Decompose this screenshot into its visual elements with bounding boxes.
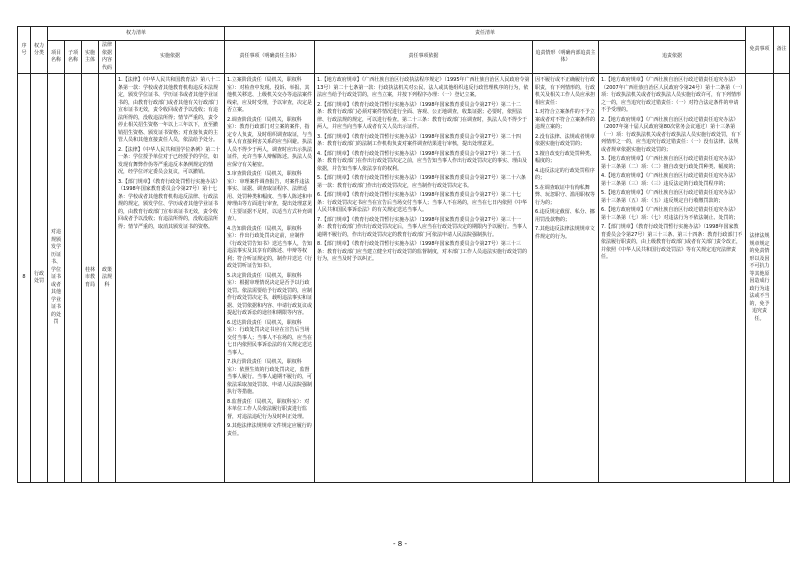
- header-remarks: 备注: [774, 27, 790, 74]
- accountability-basis-paragraph: 7.【部门规章】《教育行政处罚暂行实施办法》（1998年国家教育委员会令第27号）第三十三条、第三十四条：教育行政部门不依法履行职责的，由上级教育行政部门或者有关部门责令改正，并依照《中华人民共和国行政处罚法》等有关规定追究法律责任。: [601, 224, 743, 260]
- cell-remarks: [774, 74, 790, 483]
- accountability-paragraph: 4.违反法定的行政处罚程序的；: [535, 167, 595, 181]
- resp-item-paragraph: 5.决定阶段责任（局机关，职权科室）：根据审理情况决定是否予以行政处罚。依法需要给予行政处罚的，应制作行政处罚决定书，载明违法事实和证据、处罚依据和内容、申请行政复议或提起行政诉讼的途径和期限等内容。: [227, 272, 313, 316]
- accountability-paragraph: 因不履行或不正确履行行政职责，有下列情形的，行政机关及相关工作人员应承担相应责任：: [535, 77, 596, 106]
- accountability-basis-paragraph: 1.【地方政府规章】《广西壮族自治区行政过错责任追究办法》（2007年广西壮族自治区人民政府令第24号）第十二条第（一）项：行政执法机关或者行政执法人员实施行政许可，有下列情形之一的，应当追究行政过错责任：（一）对符合法定条件的申请不予受理的。: [601, 77, 743, 113]
- header-power-list: 权力清单: [48, 27, 225, 41]
- header-accountability-basis: 追责依据: [599, 41, 746, 74]
- resp-basis-paragraph: 5.【部门规章】《教育行政处罚暂行实施办法》（1998年国家教育委员会令第27号）第二十六条第一款：教育行政部门作出行政处罚决定，应当制作行政处罚决定书。: [317, 175, 526, 189]
- implementation-basis-paragraph: 2.【法律】《中华人民共和国学位条例》第二十一条：学位授予单位对于已经授予的学位，如发现有舞弊作伪等严重违反本条例规定的情况，经学位评定委员会复议，可以撤销。: [118, 146, 221, 175]
- resp-item-paragraph: 8.监督责任（局机关，职权科室）：对本单位工作人员依法履行职责进行监督，对违法违纪行为及时纠正处理。: [227, 398, 310, 420]
- cell-exemption: 法律法规规章规定的免责情形以及因不可抗力等其他原因造成行政行为违法或不当的，免予追究责任。: [746, 74, 774, 483]
- header-resp-basis: 责任事项依据: [315, 41, 533, 74]
- header-seq: 序号: [18, 27, 31, 74]
- cell-resp-basis: [315, 74, 533, 483]
- cell-category: 行政处罚: [31, 74, 48, 483]
- cell-accountability-basis: [599, 74, 746, 483]
- cell-implementation-basis: [116, 74, 225, 483]
- implementation-basis-paragraph: 3.【部门规章】《教育行政处罚暂行实施办法》（1998年国家教育委员会令第27号）第十七条：学校或者其他教育机构违反法律、行政法规的规定，颁发学位、学历或者其他学业证书的，由教育行政部门宣布该证书无效，责令收回或者予以没收；有违法所得的，没收违法所得；情节严重的，取消其颁发证书的资格。: [118, 178, 221, 230]
- header-accountability: 追责情形（明确内部追责主体）: [533, 41, 599, 74]
- header-category: 权力分类: [31, 27, 48, 74]
- header-sub-item: 子项名称: [65, 41, 82, 74]
- resp-basis-paragraph: 2.【部门规章】《教育行政处罚暂行实施办法》（1998年国家教育委员会令第27号）第二十二条：教育行政部门必须对案件情况进行全面、客观、公正地调查，收集证据；必要时，依照法律、行政法规的规定，可以进行检查。第二十三条：教育行政部门在调查时，执法人员不得少于两人，并应当向当事人或者有关人员出示证件。: [317, 101, 528, 130]
- cell-seq: 8: [18, 74, 31, 483]
- resp-basis-paragraph: 6.【部门规章】《教育行政处罚暂行实施办法》（1998年国家教育委员会令第27号）第二十七条：行政处罚决定书应当在宣告后当场交付当事人；当事人不在场的，应当在七日内依照《中华人民共和国民事诉讼法》的有关规定送达当事人。: [317, 192, 528, 213]
- accountability-paragraph: 6.违反规定截留、私分、挪用罚没款物的；: [535, 209, 595, 223]
- resp-basis-paragraph: 7.【部门规章】《教育行政处罚暂行实施办法》（1998年国家教育委员会令第27号）第三十一条：教育行政部门作出行政处罚决定后，当事人应当在行政处罚决定的期限内予以履行。当事人逾期不履行的，作出行政处罚决定的教育行政部门可依法申请人民法院强制执行。: [317, 216, 528, 238]
- implementation-basis-paragraph: 1.【法律】《中华人民共和国教育法》第八十二条第一款：学校或者其他教育机构违反本法规定，颁发学位证书、学历证书或者其他学业证书的，由教育行政部门或者其他有关行政部门宣布证书无效，责令收回或者予以没收；有违法所得的，没收违法所得；情节严重的，责令停止相关招生资格一年以上三年以下，直至撤销招生资格、颁发证书资格；对直接负责的主管人员和其他直接责任人员，依法给予处分。: [118, 77, 221, 143]
- accountability-paragraph: 2.没有法律、法规或者规章依据实施行政处罚的；: [535, 133, 595, 147]
- resp-basis-paragraph: 1.【地方政府规章】《广西壮族自治区行政执法程序规定》（1995年广西壮族自治区人民政府令第13号）第二十七条第一款：行政执法机关对公民、法人或其他组织违反行政管理秩序的行为，依法应当给予行政处罚的，应当立案，并按下列程序办理：（一）登记立案。: [317, 77, 530, 98]
- accountability-basis-paragraph: 5.【地方政府规章】《广西壮族自治区行政过错责任追究办法》第十三条第（五）项：（五）违反规定自行收缴罚款的；: [601, 190, 739, 204]
- header-responsibility-list: 责任清单: [225, 27, 746, 41]
- resp-item-paragraph: 9.其他法律法规规章文件规定应履行的责任。: [227, 423, 312, 437]
- header-exemption: 免责事项: [746, 27, 774, 74]
- cell-subject: 桂林市教育局: [82, 74, 99, 483]
- header-resp-items: 责任事项（明确责任主体）: [225, 41, 315, 74]
- column-header-row: [18, 41, 790, 74]
- resp-item-paragraph: 6.送达阶段责任（局机关，职权科室）：行政处罚决定书应在宣告后当场交付当事人；当事人不在场的，应当在七日内依照民事诉讼法的有关规定送达当事人。: [227, 319, 313, 356]
- resp-item-paragraph: 2.调查阶段责任（局机关，职权科室）：教育行政部门对立案的案件，指定专人负责，及时组织调查取证，与当事人有直接利害关系的应当回避。执法人员不得少于两人，调查时应出示执法证件，允许当事人辩解陈述。执法人员应保守有关秘密。: [227, 116, 313, 168]
- accountability-paragraph: 1.对符合立案条件的不予立案或者对不符合立案条件的违规立案的；: [535, 109, 596, 130]
- group-header-row: [18, 27, 790, 41]
- resp-item-paragraph: 4.告知阶段责任（局机关，职权科室）：作出行政处罚决定前，应制作《行政处罚告知书》送达当事人，告知违法事实及其享有的陈述、申辩等权利；符合听证规定的，制作并送达《行政处罚听证告知书》。: [227, 225, 313, 269]
- resp-basis-paragraph: 4.【部门规章】《教育行政处罚暂行实施办法》（1998年国家教育委员会令第27号）第二十五条：教育行政部门在作出行政处罚决定之前，应当告知当事人作出行政处罚决定的事实、理由及依据，并告知当事人依法享有的权利。: [317, 150, 528, 172]
- header-implementation-basis: 实施依据: [116, 41, 225, 74]
- accountability-basis-paragraph: 2.【地方政府规章】《广西壮族自治区行政过错责任追究办法》（2007年第十届人民政府第80次常务会议通过）第十三条第（一）项：行政执法机关或者行政执法人员实施行政处罚，有下列情形之一的，应当追究行政过错责任：（一）没有法律、法规或者规章依据实施行政处罚的；: [601, 116, 742, 153]
- cell-basis-code: 政策法规科: [99, 74, 116, 483]
- resp-basis-paragraph: 3.【部门规章】《教育行政处罚暂行实施办法》（1998年国家教育委员会令第27号）第二十四条：教育行政部门的法制工作机构负责对案件调查结果进行审核，提出处理意见。: [317, 133, 521, 147]
- accountability-basis-paragraph: 4.【地方政府规章】《广西壮族自治区行政过错责任追究办法》第十三条第（三）项：（三）违反法定的行政处罚程序的；: [601, 173, 739, 187]
- cell-accountability: [533, 74, 599, 483]
- accountability-paragraph: 3.擅自改变行政处罚种类、幅度的；: [535, 150, 595, 164]
- header-subject: 实施主体: [82, 41, 99, 74]
- cell-item-name: 对违规颁发学历证书、学位证书或者其他学业证书的处罚: [48, 74, 65, 483]
- resp-item-paragraph: 3.审查阶段责任（局机关，职权科室）：审理案件调查报告，对案件违法事实、证据、调查取证程序、法律适用、处罚种类和幅度、当事人陈述和申辩理由等方面进行审查，提出处理意见（主要证据不足时，以适当方式补充调查）。: [227, 171, 313, 222]
- accountability-basis-paragraph: 6.【地方政府规章】《广西壮族自治区行政过错责任追究办法》第十三条第（七）项：（七）对违法行为不依法制止、处罚的；: [601, 207, 739, 221]
- resp-item-paragraph: 7.执行阶段责任（局机关，职权科室）：依照生效的行政处罚决定，监督当事人履行。当事人逾期不履行的，可依法采取加处罚款、申请人民法院强制执行等措施。: [227, 359, 313, 395]
- table-row: [18, 74, 790, 483]
- resp-item-paragraph: 1.立案阶段责任（局机关，职权科室）：对检查中发现、投诉、举报、其他机关移送、上级机关交办等违法案件线索，应及时受理，予以审查，决定是否立案。: [227, 77, 313, 113]
- accountability-paragraph: 7.其他违反法律法规规章文件规定的行为。: [535, 226, 595, 240]
- resp-basis-paragraph: 8.【部门规章】《教育行政处罚暂行实施办法》（1998年国家教育委员会令第27号）第三十三条：教育行政部门应当建立健全对行政处罚的监督制度，对本部门工作人员违法实施行政处罚的行为，应当及时予以纠正。: [317, 241, 528, 262]
- page-number: - 8 -: [393, 540, 407, 548]
- accountability-paragraph: 5.在调查取证中有徇私舞弊、玩忽职守、滥用职权等行为的；: [535, 184, 596, 206]
- responsibility-table: [17, 26, 790, 483]
- cell-resp-items: [225, 74, 315, 483]
- header-item-name: 项目名称: [48, 41, 65, 74]
- header-basis-code: 法律依据内容代码: [99, 41, 116, 74]
- accountability-basis-paragraph: 3.【地方政府规章】《广西壮族自治区行政过错责任追究办法》第十三条第（二）项：（二）擅自改变行政处罚种类、幅度的；: [601, 156, 739, 170]
- cell-sub-item: [65, 74, 82, 483]
